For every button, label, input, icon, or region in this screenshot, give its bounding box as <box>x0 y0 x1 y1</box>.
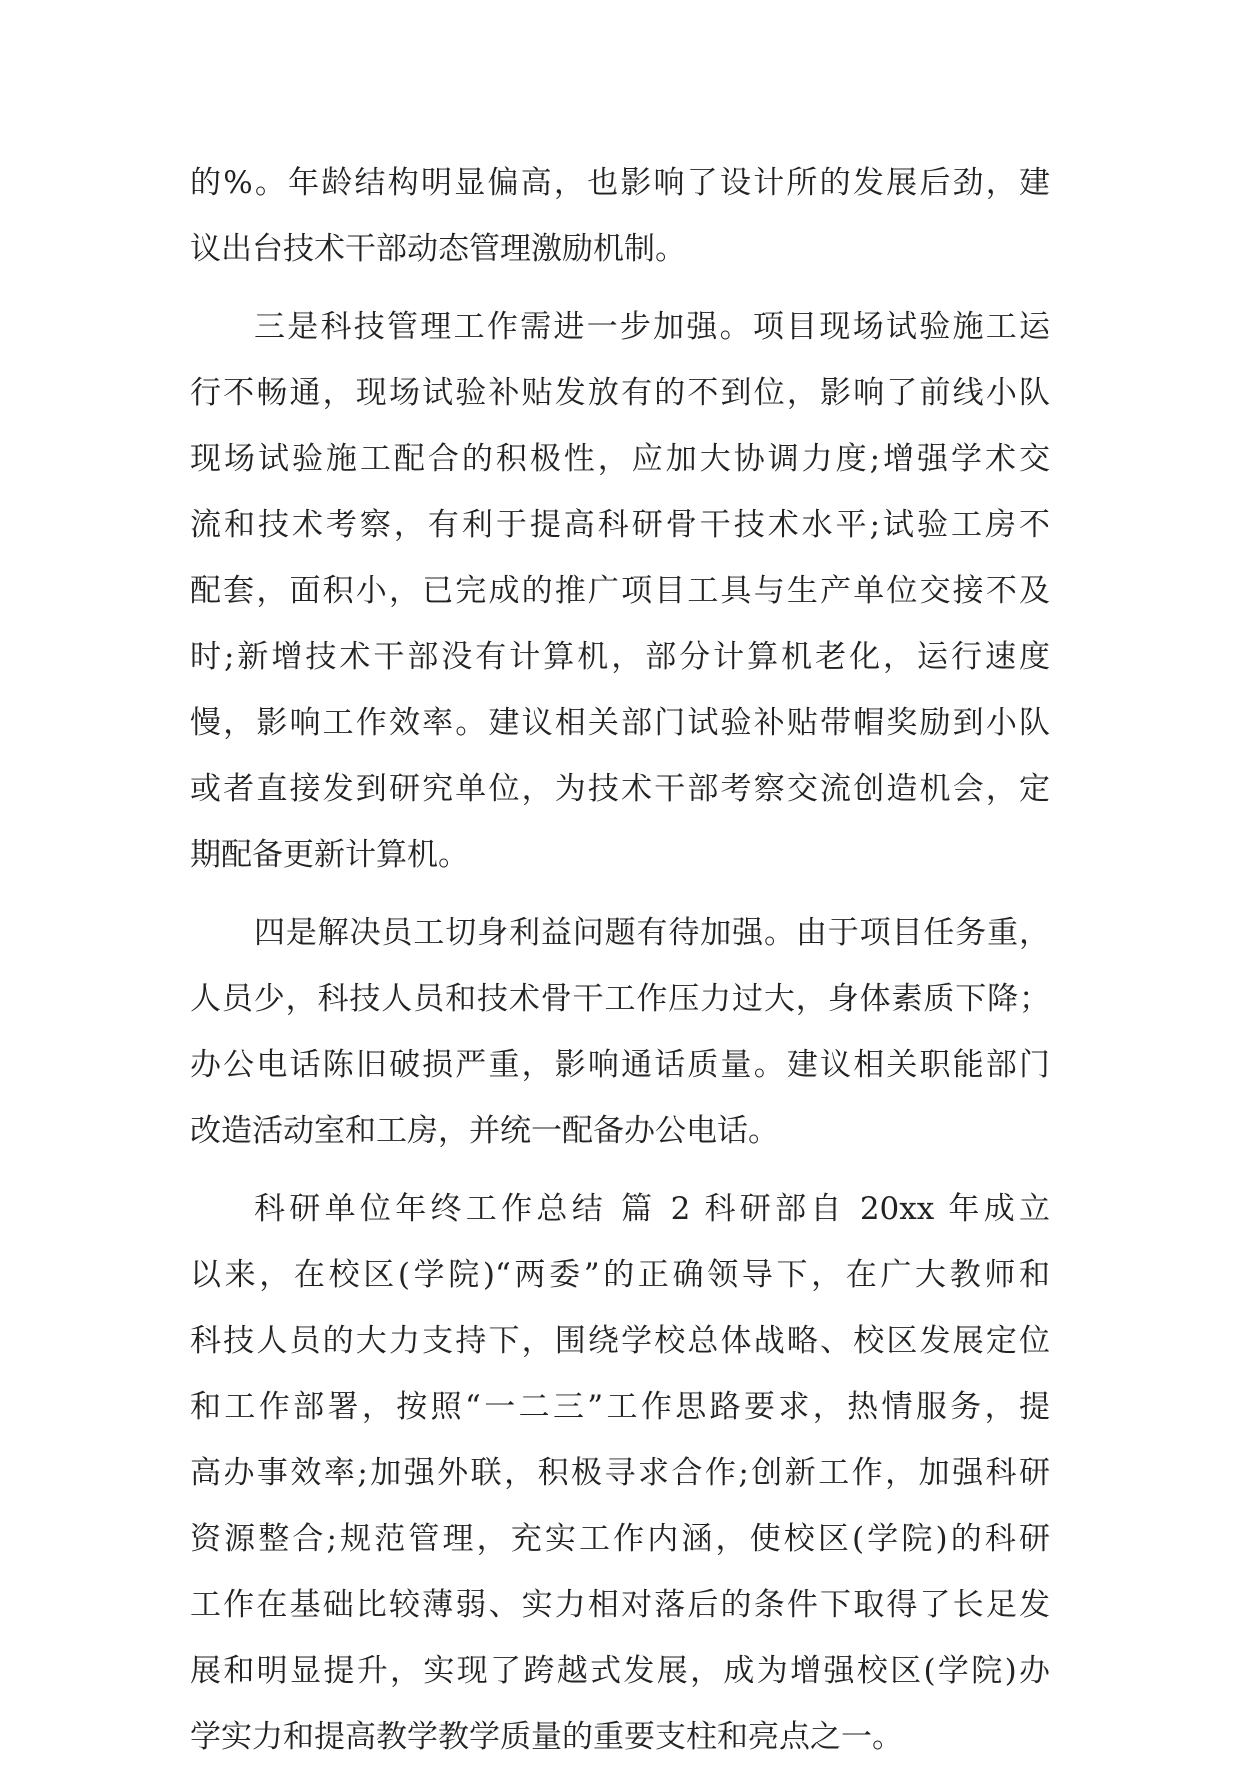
paragraph-2 <box>190 294 1050 888</box>
paragraph-gap <box>190 282 1050 294</box>
text-line: 或者直接发到研究单位，为技术干部考察交流创造机会，定 <box>190 771 1050 807</box>
text-line: 办公电话陈旧破损严重，影响通话质量。建议相关职能部门 <box>190 1047 1050 1083</box>
text-line: 的%。年龄结构明显偏高，也影响了设计所的发展后劲，建 <box>190 165 1050 201</box>
paragraph-gap <box>190 1164 1050 1176</box>
text-line: 改造活动室和工房，并统一配备办公电话。 <box>190 1113 779 1149</box>
text-line: 工作在基础比较薄弱、实力相对落后的条件下取得了长足发 <box>190 1587 1050 1623</box>
text-line: 和工作部署，按照“一二三”工作思路要求，热情服务，提 <box>190 1389 1050 1425</box>
text-line: 高办事效率;加强外联，积极寻求合作;创新工作，加强科研 <box>190 1455 1050 1491</box>
text-line: 期配备更新计算机。 <box>190 837 469 873</box>
text-line: 现场试验施工配合的积极性，应加大协调力度;增强学术交 <box>190 441 1050 477</box>
text-line: 科技人员的大力支持下，围绕学校总体战略、校区发展定位 <box>190 1323 1050 1359</box>
text-line: 四是解决员工切身利益问题有待加强。由于项目任务重， <box>254 915 1050 951</box>
text-line: 三是科技管理工作需进一步加强。项目现场试验施工运 <box>254 309 1050 345</box>
text-line: 配套，面积小，已完成的推广项目工具与生产单位交接不及 <box>190 573 1050 609</box>
document-body <box>190 150 1050 1770</box>
paragraph-4 <box>190 1176 1050 1770</box>
text-line: 慢，影响工作效率。建议相关部门试验补贴带帽奖励到小队 <box>190 705 1050 741</box>
text-line: 流和技术考察，有利于提高科研骨干技术水平;试验工房不 <box>190 507 1050 543</box>
paragraph-gap <box>190 888 1050 900</box>
text-line: 时;新增技术干部没有计算机，部分计算机老化，运行速度 <box>190 639 1050 675</box>
text-line: 行不畅通，现场试验补贴发放有的不到位，影响了前线小队 <box>190 375 1050 411</box>
paragraph-3 <box>190 900 1050 1164</box>
text-line: 学实力和提高教学教学质量的重要支柱和亮点之一。 <box>190 1719 903 1755</box>
paragraph-1 <box>190 150 1050 282</box>
text-line: 以来，在校区(学院)“两委”的正确领导下，在广大教师和 <box>190 1257 1050 1293</box>
text-line: 资源整合;规范管理，充实工作内涵，使校区(学院)的科研 <box>190 1521 1050 1557</box>
text-line: 人员少，科技人员和技术骨干工作压力过大，身体素质下降； <box>190 981 1050 1017</box>
text-line: 展和明显提升，实现了跨越式发展，成为增强校区(学院)办 <box>190 1653 1050 1689</box>
text-line: 科研单位年终工作总结 篇 2 科研部自 20xx 年成立 <box>254 1191 1050 1227</box>
text-line: 议出台技术干部动态管理激励机制。 <box>190 231 686 267</box>
